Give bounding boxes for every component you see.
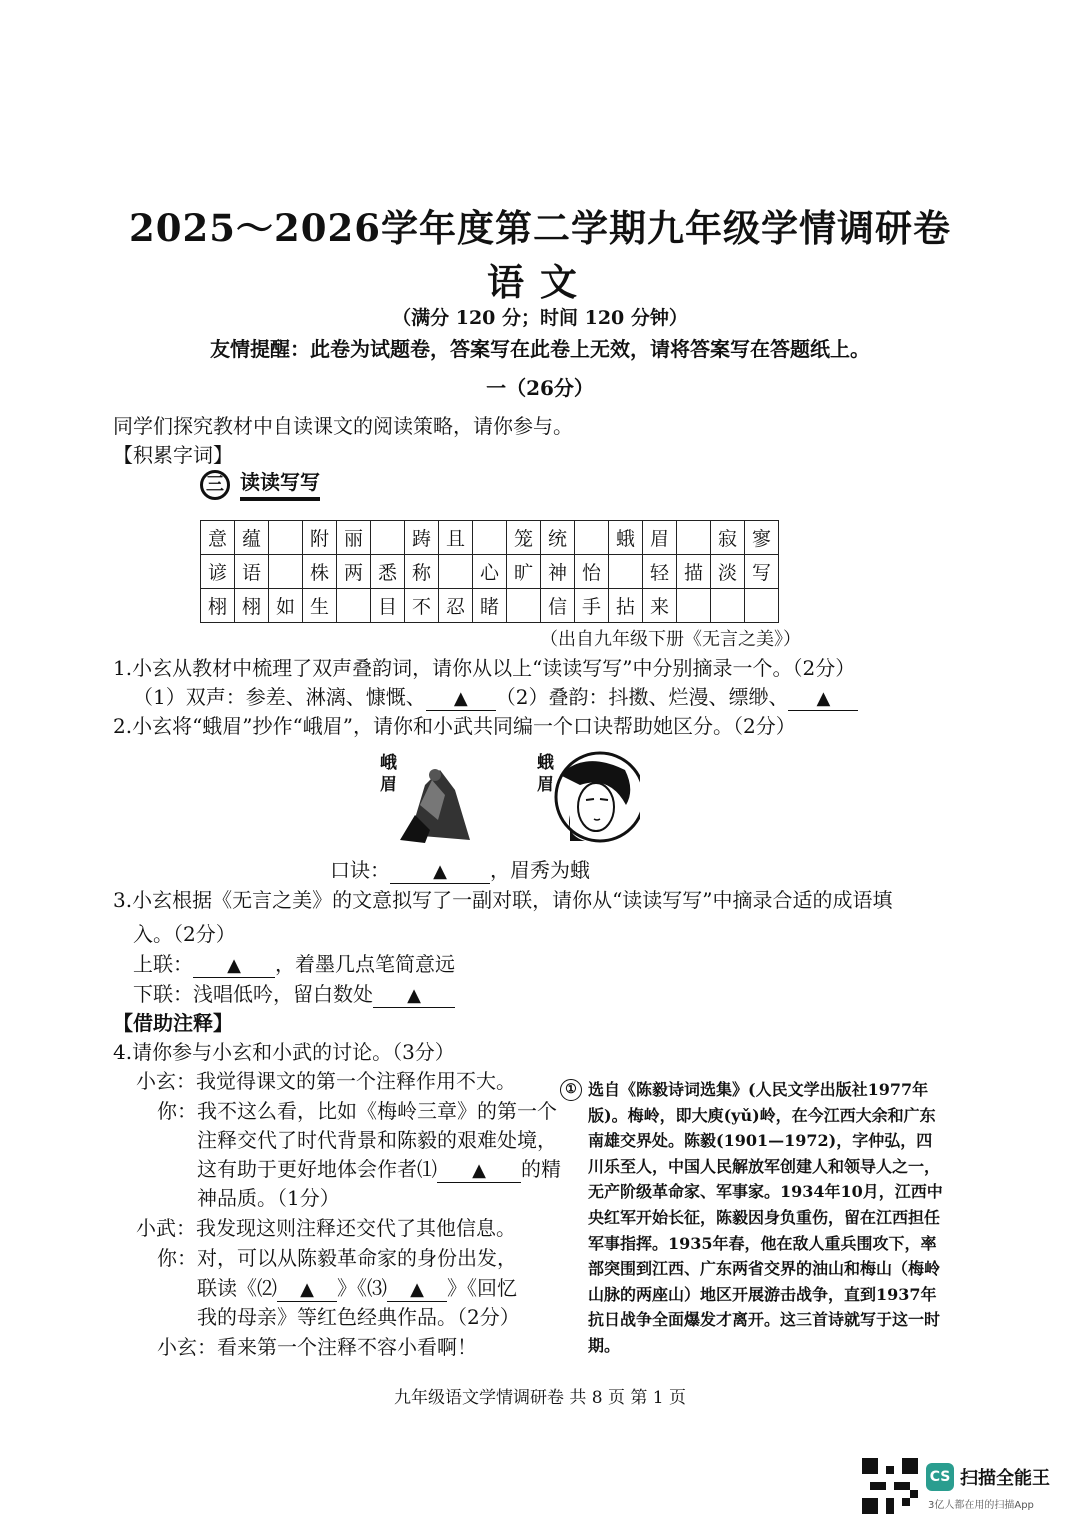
watermark-name: 扫描全能王 <box>960 1468 1050 1489</box>
q4-line-8 <box>197 1274 517 1302</box>
q4-line-8-c: 》《回忆 <box>447 1276 517 1300</box>
q4-line-6: 小武：我发现这则注释还交代了其他信息。 <box>136 1216 516 1240</box>
q1-line-a: （1）双声：参差、淋漓、慷慨、 <box>133 685 426 709</box>
q1-blank-2[interactable]: ▲ <box>788 688 858 711</box>
q2-text: 2.小玄将“蛾眉”抄作“峨眉”，请你和小武共同编一个口诀帮助她区分。（2分） <box>113 714 796 738</box>
q2-formula <box>330 856 590 884</box>
q4-line-1: 小玄：我觉得课文的第一个注释作用不大。 <box>136 1069 516 1093</box>
q1-text: 1.小玄从教材中梳理了双声叠韵词，请你从以上“读读写写”中分别摘录一个。（2分） <box>113 656 856 680</box>
q1-answer-line <box>133 683 858 711</box>
footnote-text: 选自《陈毅诗词选集》(人民文学出版社1977年版)。梅岭，即大庾(yǔ)岭，在今江西大余和广东南雄交界处。陈毅(1901—1972)，字仲弘，四川乐至人，中国人民解放军创建人和领导人之一，无产阶级革命家、军事家。1934年10月，江西中央红军开始长征，陈毅因身负重伤，留在江西担任军事指挥。1935年春，他在敌人重兵围攻下，率部突围到江西、广东两省交界的油山和梅山（梅岭山脉的两座山）地区开展游击战争，直到1937年抗日战争全面爆发才离开。这三首诗就写于这一时期。 <box>588 1080 943 1355</box>
grid-cell: 目 <box>371 589 405 623</box>
section-title: 一（26分） <box>486 376 594 400</box>
q3-blank-lower[interactable]: ▲ <box>373 985 455 1008</box>
q4-blank-1[interactable]: ▲ <box>437 1160 521 1183</box>
q4-line-5: 神品质。（1分） <box>197 1186 340 1210</box>
q3-upper <box>133 950 455 978</box>
q4-text: 4.请你参与小玄和小武的讨论。（3分） <box>113 1040 455 1064</box>
character-grid <box>200 520 779 623</box>
grid-cell: 踌 <box>405 521 439 555</box>
grid-cell: 寥 <box>745 521 779 555</box>
grid-row <box>201 555 779 589</box>
q4-blank-3[interactable]: ▲ <box>387 1279 447 1302</box>
grid-cell: 淡 <box>711 555 745 589</box>
tag-accumulate: 【积累字词】 <box>113 443 233 467</box>
q2-formula-prefix: 口诀： <box>330 858 390 882</box>
q1-blank-1[interactable]: ▲ <box>426 688 496 711</box>
grid-cell <box>473 521 507 555</box>
grid-cell: 谚 <box>201 555 235 589</box>
grid-cell: 来 <box>643 589 677 623</box>
q4-line-4-suffix: 的精 <box>521 1157 561 1181</box>
grid-cell: 意 <box>201 521 235 555</box>
q3-lower-prefix: 下联：浅唱低吟，留白数处 <box>133 982 373 1006</box>
grid-cell: 寂 <box>711 521 745 555</box>
q3-upper-suffix: ，着墨几点笔简意远 <box>275 952 455 976</box>
grid-cell: 称 <box>405 555 439 589</box>
grid-cell: 两 <box>337 555 371 589</box>
q2-blank[interactable]: ▲ <box>390 861 490 884</box>
grid-cell <box>371 521 405 555</box>
grid-cell <box>745 589 779 623</box>
grid-cell: 拈 <box>609 589 643 623</box>
q4-line-9: 我的母亲》等红色经典作品。（2分） <box>197 1305 520 1329</box>
q4-line-2: 你：我不这么看，比如《梅岭三章》的第一个 <box>157 1099 557 1123</box>
grid-cell <box>439 555 473 589</box>
grid-cell <box>677 589 711 623</box>
q4-line-8-b: 》《⑶ <box>337 1276 387 1300</box>
page-footer: 九年级语文学情调研卷 共 8 页 第 1 页 <box>393 1388 687 1408</box>
grid-cell: 株 <box>303 555 337 589</box>
grid-cell: 生 <box>303 589 337 623</box>
grid-cell <box>337 589 371 623</box>
read-write-label: 读读写写 <box>240 466 320 501</box>
grid-source: （出自九年级下册《无言之美》） <box>540 629 801 650</box>
q4-line-10: 小玄：看来第一个注释不容小看啊！ <box>157 1335 477 1359</box>
grid-cell: 蕴 <box>235 521 269 555</box>
label-right: 蛾眉 <box>537 753 554 795</box>
grid-cell: 神 <box>541 555 575 589</box>
grid-cell <box>269 555 303 589</box>
q3-blank-upper[interactable]: ▲ <box>193 955 275 978</box>
grid-cell: 眉 <box>643 521 677 555</box>
grid-cell <box>711 589 745 623</box>
grid-cell: 附 <box>303 521 337 555</box>
q4-line-8-a: 联读《⑵ <box>197 1276 277 1300</box>
grid-cell <box>269 521 303 555</box>
grid-cell: 不 <box>405 589 439 623</box>
q3-upper-prefix: 上联： <box>133 952 193 976</box>
grid-cell: 悉 <box>371 555 405 589</box>
exam-meta: （满分 120 分；时间 120 分钟） <box>392 307 688 329</box>
q4-line-4-prefix: 这有助于更好地体会作者⑴ <box>197 1157 437 1181</box>
grid-cell <box>677 521 711 555</box>
qr-code-icon <box>862 1458 918 1514</box>
grid-cell: 且 <box>439 521 473 555</box>
footnote-number: ① <box>560 1079 582 1101</box>
q3-text-a: 3.小玄根据《无言之美》的文意拟写了一副对联，请你从“读读写写”中摘录合适的成语填 <box>113 888 893 912</box>
q4-line-4 <box>197 1155 561 1183</box>
grid-cell <box>575 521 609 555</box>
footnote <box>565 1077 948 1359</box>
grid-cell: 心 <box>473 555 507 589</box>
grid-cell: 丽 <box>337 521 371 555</box>
grid-row <box>201 521 779 555</box>
grid-cell: 栩 <box>201 589 235 623</box>
q4-line-7: 你：对，可以从陈毅革命家的身份出发， <box>157 1246 517 1270</box>
grid-cell: 统 <box>541 521 575 555</box>
grid-cell: 怡 <box>575 555 609 589</box>
grid-row <box>201 589 779 623</box>
grid-cell: 手 <box>575 589 609 623</box>
grid-cell: 描 <box>677 555 711 589</box>
tag-notes: 【借助注释】 <box>113 1011 233 1035</box>
grid-cell: 笼 <box>507 521 541 555</box>
grid-cell: 栩 <box>235 589 269 623</box>
intro-text: 同学们探究教材中自读课文的阅读策略，请你参与。 <box>113 414 573 438</box>
grid-cell: 语 <box>235 555 269 589</box>
grid-cell: 旷 <box>507 555 541 589</box>
subject-title: 语文 <box>487 260 593 304</box>
exam-title: 2025～2026学年度第二学期九年级学情调研卷 <box>129 206 951 250</box>
exam-notice: 友情提醒：此卷为试题卷，答案写在此卷上无效，请将答案写在答题纸上。 <box>210 337 870 361</box>
q4-blank-2[interactable]: ▲ <box>277 1279 337 1302</box>
grid-cell: 忍 <box>439 589 473 623</box>
q4-line-3: 注释交代了时代背景和陈毅的艰难处境， <box>197 1128 557 1152</box>
q3-text-b: 入。（2分） <box>133 922 236 946</box>
label-left: 峨眉 <box>380 753 397 795</box>
grid-cell: 写 <box>745 555 779 589</box>
grid-cell: 信 <box>541 589 575 623</box>
q2-formula-suffix: ，眉秀为蛾 <box>490 858 590 882</box>
grid-cell: 蛾 <box>609 521 643 555</box>
grid-cell <box>507 589 541 623</box>
grid-cell: 睹 <box>473 589 507 623</box>
q1-line-b: （2）叠韵：抖擞、烂漫、缥缈、 <box>495 685 789 709</box>
cs-logo-icon: CS <box>926 1463 954 1491</box>
grid-cell <box>609 555 643 589</box>
watermark-sub: 3亿人都在用的扫描App <box>928 1500 1034 1511</box>
read-write-badge: 三 <box>200 470 230 500</box>
grid-cell: 如 <box>269 589 303 623</box>
grid-cell: 轻 <box>643 555 677 589</box>
q3-lower <box>133 980 455 1008</box>
